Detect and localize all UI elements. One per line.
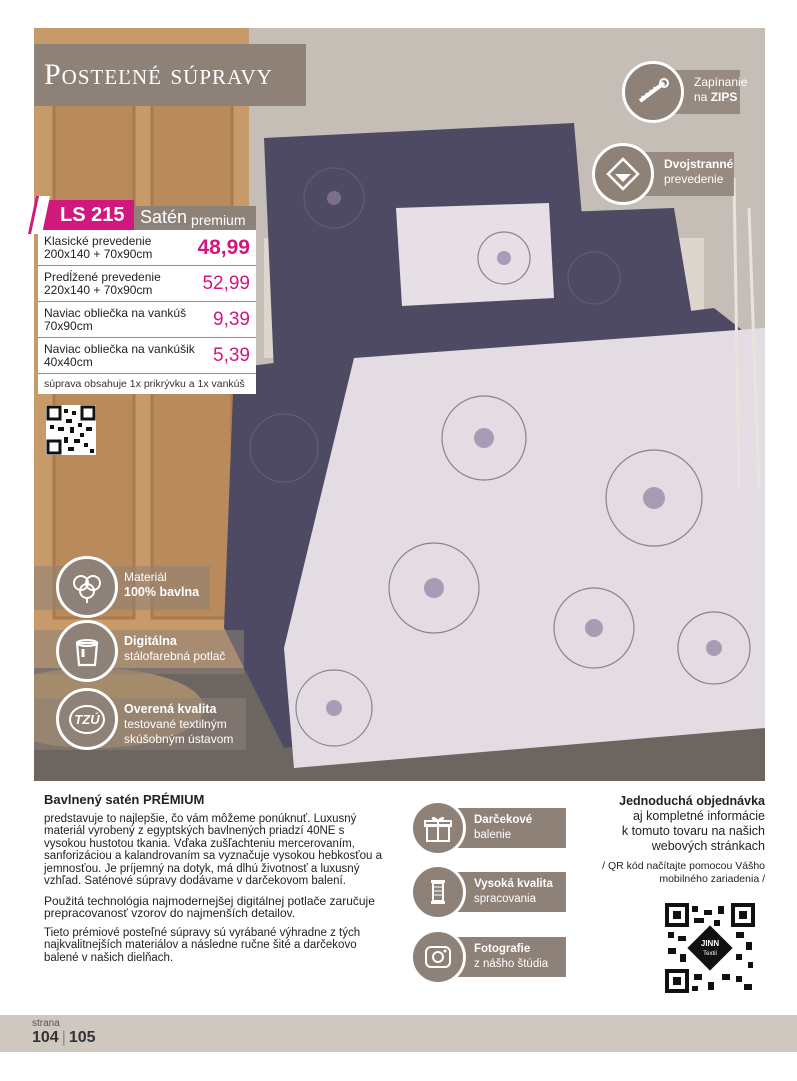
feature-line: skúšobným ústavom	[124, 732, 234, 746]
feature-line: Zapínanie	[694, 75, 748, 89]
qr-instruction-line: mobilného zariadenia /	[659, 873, 765, 885]
qr-instruction	[565, 860, 765, 886]
svg-text:Textil: Textil	[703, 951, 717, 957]
price-value: 52,99	[202, 272, 250, 294]
price-row	[38, 338, 256, 374]
feature-line	[694, 90, 747, 105]
qr-code-icon	[46, 405, 96, 455]
order-line: k tomuto tovaru na našich	[621, 824, 765, 838]
page-title: Posteľné súpravy	[44, 58, 273, 91]
feature-line-bold: 100% bavlna	[124, 585, 200, 599]
price-row	[38, 230, 256, 266]
product-code: LS 215	[60, 203, 125, 226]
feature-cotton-text	[124, 570, 199, 600]
feature-reversible-text	[664, 157, 733, 187]
feature-digital-print	[34, 630, 244, 674]
feature-line-bold: Fotografie	[474, 943, 531, 955]
feature-line: spracovania	[474, 893, 537, 905]
product-code-row	[38, 196, 256, 230]
camera-icon	[410, 929, 466, 985]
feature-line-bold: Overená kvalita	[124, 702, 217, 716]
price-label-line: Klasické prevedenie	[44, 233, 152, 248]
tzu-logo-icon	[56, 688, 118, 750]
feature-digital-print-text	[124, 634, 225, 664]
page-number-left: 104	[32, 1029, 59, 1046]
price-label-size: 40x40cm	[44, 354, 93, 369]
price-label-line: Naviac obliečka na vankúšik	[44, 341, 195, 356]
order-info	[565, 794, 765, 886]
order-title: Jednoduchá objednávka	[619, 794, 765, 808]
feature-line: Dvojstranné	[664, 157, 734, 171]
material-name: Satén	[140, 207, 188, 227]
feature-line-bold: Darčekové	[474, 814, 533, 826]
description-paragraph: Použitá technológia najmodernejšej digitálnej potlače zaručuje prepracovanosť vzorov do najmenších detailov.	[44, 893, 375, 920]
svg-text:JINN: JINN	[700, 939, 720, 948]
material-grade: premium	[191, 212, 246, 228]
product-qr-code[interactable]	[46, 405, 96, 455]
feature-line-prefix: na	[694, 90, 711, 104]
code-mark-shape	[28, 196, 50, 234]
feature-line: balenie	[474, 829, 512, 841]
feature-gift-text	[474, 813, 532, 843]
feature-line: prevedenie	[664, 172, 724, 186]
price-value: 9,39	[213, 308, 250, 330]
price-label-line: Naviac obliečka na vankúš	[44, 305, 187, 320]
page-footer	[0, 1015, 797, 1052]
set-contents-note: súprava obsahuje 1x prikrývku a 1x vankúš	[38, 374, 256, 394]
feature-verified-quality-text	[124, 702, 233, 747]
feature-line-bold: ZIPS	[710, 90, 738, 104]
price-label-size: 220x140 + 70x90cm	[44, 282, 153, 297]
page-separator: |	[61, 1029, 66, 1046]
page-label: strana	[32, 1018, 60, 1029]
price-row-label	[44, 343, 195, 369]
order-line: webových stránkach	[651, 839, 765, 853]
price-label-line: Predĺžené prevedenie	[44, 269, 161, 284]
feature-line: z nášho štúdia	[474, 958, 549, 970]
product-code-badge	[38, 200, 134, 230]
description-paragraph: Tieto prémiové posteľné súpravy sú vyrábané výhradne z tých najkvalitnejších materiálov a následne ručne šité a darčekovo balené v našich dielňach.	[44, 926, 361, 964]
feature-gift-box	[440, 808, 566, 848]
qr-instruction-line: / QR kód načítajte pomocou Vášho	[602, 860, 765, 872]
price-row	[38, 266, 256, 302]
thread-spool-icon	[410, 864, 466, 920]
price-row-label	[44, 307, 186, 333]
reversible-icon	[592, 143, 654, 205]
qr-code-icon	[664, 902, 756, 994]
feature-studio-photos	[440, 937, 566, 977]
feature-line-bold: Vysoká kvalita	[474, 878, 553, 890]
feature-line: stálofarebná potlač	[124, 649, 226, 663]
price-table	[38, 230, 256, 394]
feature-zipper-text	[694, 75, 747, 105]
feature-high-quality-text	[474, 877, 553, 907]
page-title-banner	[34, 44, 306, 106]
price-row-label	[44, 235, 152, 261]
order-qr-code[interactable]	[664, 902, 756, 994]
price-label-size: 200x140 + 70x90cm	[44, 246, 153, 261]
page-numbers	[32, 1029, 96, 1047]
feature-verified-quality	[34, 698, 246, 750]
feature-reversible	[610, 152, 734, 196]
price-value: 48,99	[197, 235, 250, 259]
price-row-label	[44, 271, 161, 297]
feature-cotton	[34, 566, 210, 610]
price-value: 5,39	[213, 344, 250, 366]
zipper-icon	[622, 61, 684, 123]
page-number-right: 105	[68, 1029, 96, 1046]
description-heading: Bavlnený satén PRÉMIUM	[44, 792, 205, 807]
price-label-size: 70x90cm	[44, 318, 93, 333]
description-paragraph: predstavuje to najlepšie, čo vám môžeme ponúknuť. Luxusný materiál vyrobený z egyptských bavlnených priadzí 40NE s vysokou hustotou tkania. Vďaka zušľachteniu mercerovaním, sanforizáciou a kalandrovaním sa vyznačuje vysokou hebkosťou a jemnosťou. Je príjemný na dotyk, má dlhú životnosť a luxusný vzhľad. Saténové súpravy dodávame v darčekovom balení.	[44, 812, 383, 887]
product-description	[44, 794, 384, 971]
cotton-icon	[56, 556, 118, 618]
gift-icon	[410, 800, 466, 856]
order-line: aj kompletné informácie	[632, 809, 765, 823]
feature-line: Materiál	[124, 570, 167, 584]
price-row	[38, 302, 256, 338]
material-tag	[134, 206, 256, 230]
tzu-logo-text: TZÚ	[69, 705, 104, 734]
paint-bucket-icon	[56, 620, 118, 682]
feature-high-quality	[440, 872, 566, 912]
feature-line-bold: Digitálna	[124, 634, 177, 648]
feature-studio-photos-text	[474, 942, 548, 972]
feature-zipper	[640, 70, 748, 114]
feature-line: testované textilným	[124, 717, 227, 731]
